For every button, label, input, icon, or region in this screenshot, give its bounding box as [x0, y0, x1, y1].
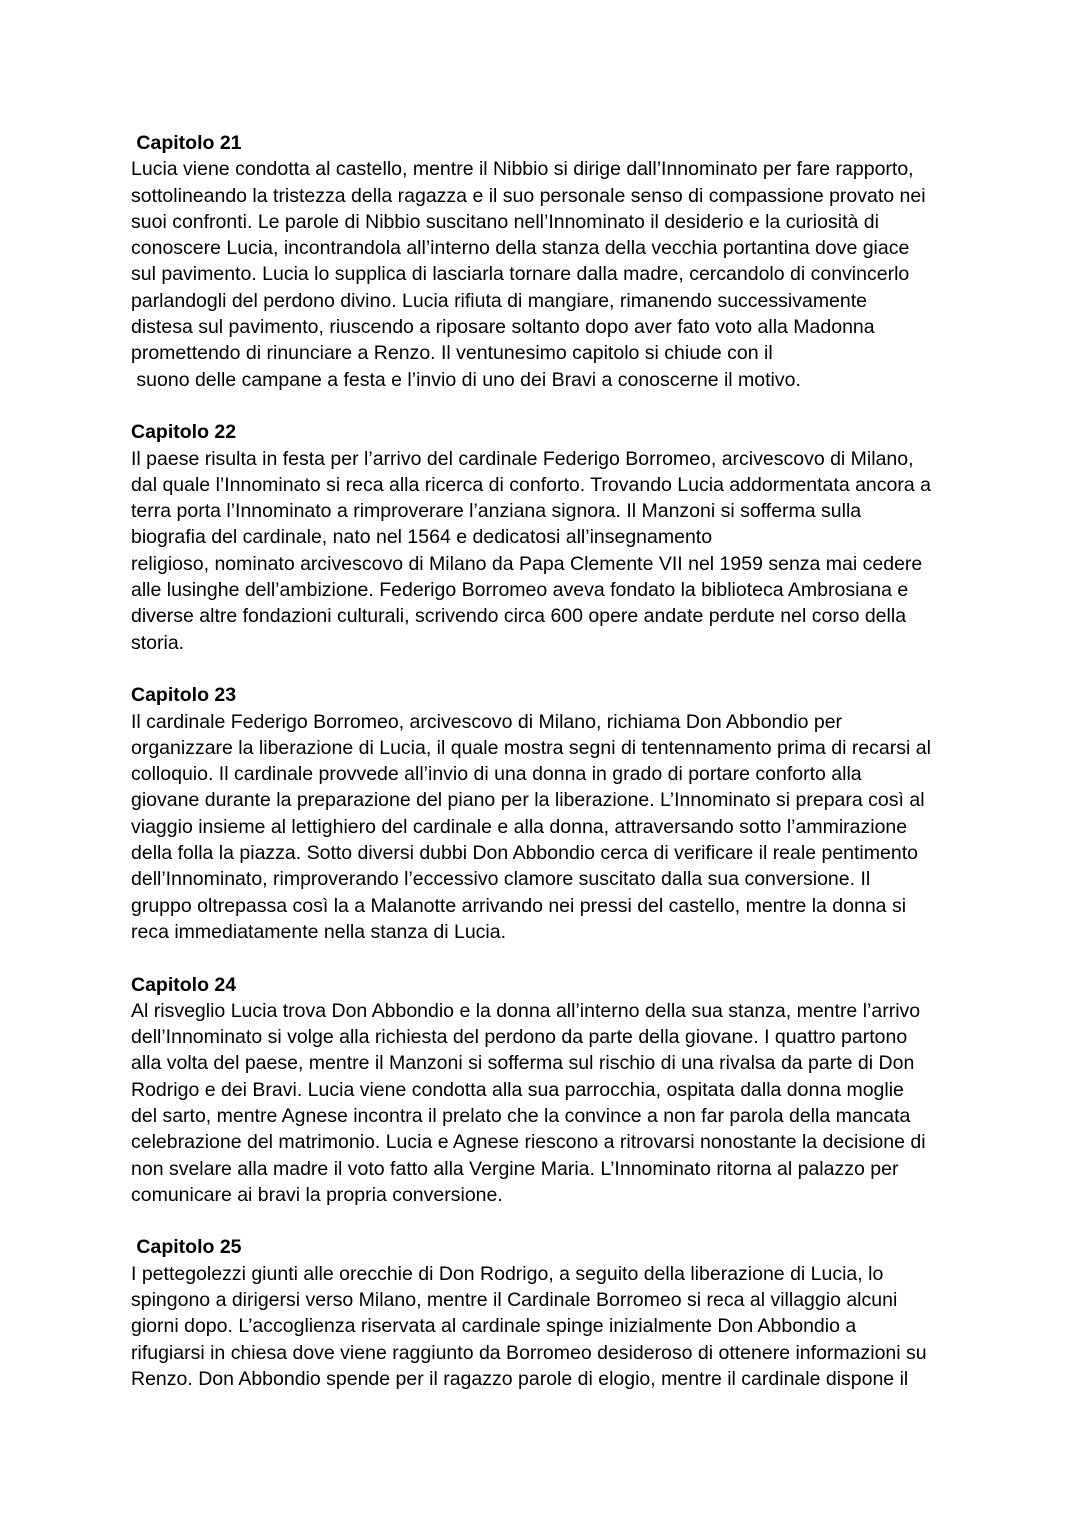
chapter-title: Capitolo 22: [131, 421, 237, 444]
paragraph-line: distesa sul pavimento, riuscendo a riposare soltanto dopo aver fato voto alla Madonna: [131, 316, 875, 339]
paragraph-line: religioso, nominato arcivescovo di Milano da Papa Clemente VII nel 1959 senza mai cedere: [131, 552, 923, 575]
paragraph-line: spingono a dirigersi verso Milano, mentre il Cardinale Borromeo si reca al villaggio alcuni: [131, 1289, 898, 1312]
paragraph-line: della folla la piazza. Sotto diversi dubbi Don Abbondio cerca di verificare il reale pentimento: [131, 842, 918, 865]
paragraph-line: dell’Innominato si volge alla richiesta del perdono da parte della giovane. I quattro partono: [131, 1026, 908, 1049]
paragraph-line: rifugiarsi in chiesa dove viene raggiunto da Borromeo desideroso di ottenere informazioni su: [131, 1341, 927, 1364]
paragraph-line: dal quale l’Innominato si reca alla ricerca di conforto. Trovando Lucia addormentata ancora a: [131, 473, 931, 496]
paragraph-line: viaggio insieme al lettighiero del cardinale e alla donna, attraversando sotto l’ammirazione: [131, 815, 908, 838]
paragraph-line: celebrazione del matrimonio. Lucia e Agnese riescono a ritrovarsi nonostante la decisione di: [131, 1131, 926, 1154]
chapter-title: Capitolo 23: [131, 684, 237, 707]
paragraph-line: promettendo di rinunciare a Renzo. Il ventunesimo capitolo si chiude con il: [131, 342, 773, 365]
paragraph-line: sottolineando la tristezza della ragazza e il suo personale senso di compassione provato nei: [131, 184, 926, 207]
paragraph-line: suono delle campane a festa e l’invio di uno dei Bravi a conoscerne il motivo.: [131, 368, 801, 391]
paragraph-line: dell’Innominato, rimproverando l’eccessivo clamore suscitato dalla sua conversione. Il: [131, 868, 871, 891]
paragraph-line: comunicare ai bravi la propria conversione.: [131, 1183, 503, 1206]
paragraph-line: giovane durante la preparazione del piano per la liberazione. L’Innominato si prepara così al: [131, 789, 925, 812]
paragraph-line: Il cardinale Federigo Borromeo, arcivescovo di Milano, richiama Don Abbondio per: [131, 710, 843, 733]
paragraph-line: I pettegolezzi giunti alle orecchie di Don Rodrigo, a seguito della liberazione di Lucia, lo: [131, 1262, 884, 1285]
paragraph-line: storia.: [131, 631, 185, 654]
chapter-title: Capitolo 24: [131, 973, 237, 996]
chapter-title: Capitolo 25: [131, 1236, 242, 1259]
chapter-title: Capitolo 21: [131, 132, 242, 154]
paragraph-line: Al risveglio Lucia trova Don Abbondio e la donna all’interno della sua stanza, mentre l’arrivo: [131, 999, 921, 1022]
paragraph-line: Renzo. Don Abbondio spende per il ragazzo parole di elogio, mentre il cardinale dispone il: [131, 1367, 909, 1390]
paragraph-line: alla volta del paese, mentre il Manzoni si sofferma sul rischio di una rivalsa da parte di Don: [131, 1052, 915, 1075]
paragraph-gap: [131, 945, 961, 971]
paragraph-line: giorni dopo. L’accoglienza riservata al cardinale spinge inizialmente Don Abbondio a: [131, 1315, 857, 1338]
paragraph-gap: [131, 393, 961, 419]
document-page: [131, 130, 961, 1392]
chapter-23: [131, 682, 961, 945]
paragraph-line: suoi confronti. Le parole di Nibbio suscitano nell’Innominato il desiderio e la curiosità di: [131, 210, 879, 233]
paragraph-line: Rodrigo e dei Bravi. Lucia viene condotta alla sua parrocchia, ospitata dalla donna moglie: [131, 1078, 904, 1101]
paragraph-line: reca immediatamente nella stanza di Lucia.: [131, 920, 507, 943]
chapter-22: [131, 419, 961, 656]
paragraph-line: Lucia viene condotta al castello, mentre il Nibbio si dirige dall’Innominato per fare rapporto,: [131, 158, 914, 181]
chapter-24: [131, 972, 961, 1209]
chapter-25: [131, 1234, 961, 1392]
paragraph-line: gruppo oltrepassa così la a Malanotte arrivando nei pressi del castello, mentre la donna si: [131, 894, 907, 917]
paragraph-line: parlandogli del perdono divino. Lucia rifiuta di mangiare, rimanendo successivamente: [131, 289, 868, 312]
paragraph-gap: [131, 656, 961, 682]
paragraph-gap: [131, 1208, 961, 1234]
paragraph-line: del sarto, mentre Agnese incontra il prelato che la convince a non far parola della mancata: [131, 1104, 911, 1127]
paragraph-line: conoscere Lucia, incontrandola all’interno della stanza della vecchia portantina dove giace: [131, 237, 910, 260]
paragraph-line: terra porta l’Innominato a rimproverare l’anziana signora. Il Manzoni si sofferma sulla: [131, 500, 862, 523]
paragraph-line: sul pavimento. Lucia lo supplica di lasciarla tornare dalla madre, cercandolo di convincerlo: [131, 263, 910, 286]
paragraph-line: Il paese risulta in festa per l’arrivo del cardinale Federigo Borromeo, arcivescovo di Milano,: [131, 447, 914, 470]
paragraph-line: non svelare alla madre il voto fatto alla Vergine Maria. L’Innominato ritorna al palazzo per: [131, 1157, 899, 1180]
paragraph-line: biografia del cardinale, nato nel 1564 e dedicatosi all’insegnamento: [131, 526, 713, 549]
paragraph-line: alle lusinghe dell’ambizione. Federigo Borromeo aveva fondato la biblioteca Ambrosiana e: [131, 579, 909, 602]
paragraph-line: organizzare la liberazione di Lucia, il quale mostra segni di tentennamento prima di recarsi al: [131, 736, 931, 759]
chapter-21: [131, 130, 961, 393]
paragraph-line: diverse altre fondazioni culturali, scrivendo circa 600 opere andate perdute nel corso della: [131, 605, 907, 628]
paragraph-line: colloquio. Il cardinale provvede all’invio di una donna in grado di portare conforto alla: [131, 763, 862, 786]
